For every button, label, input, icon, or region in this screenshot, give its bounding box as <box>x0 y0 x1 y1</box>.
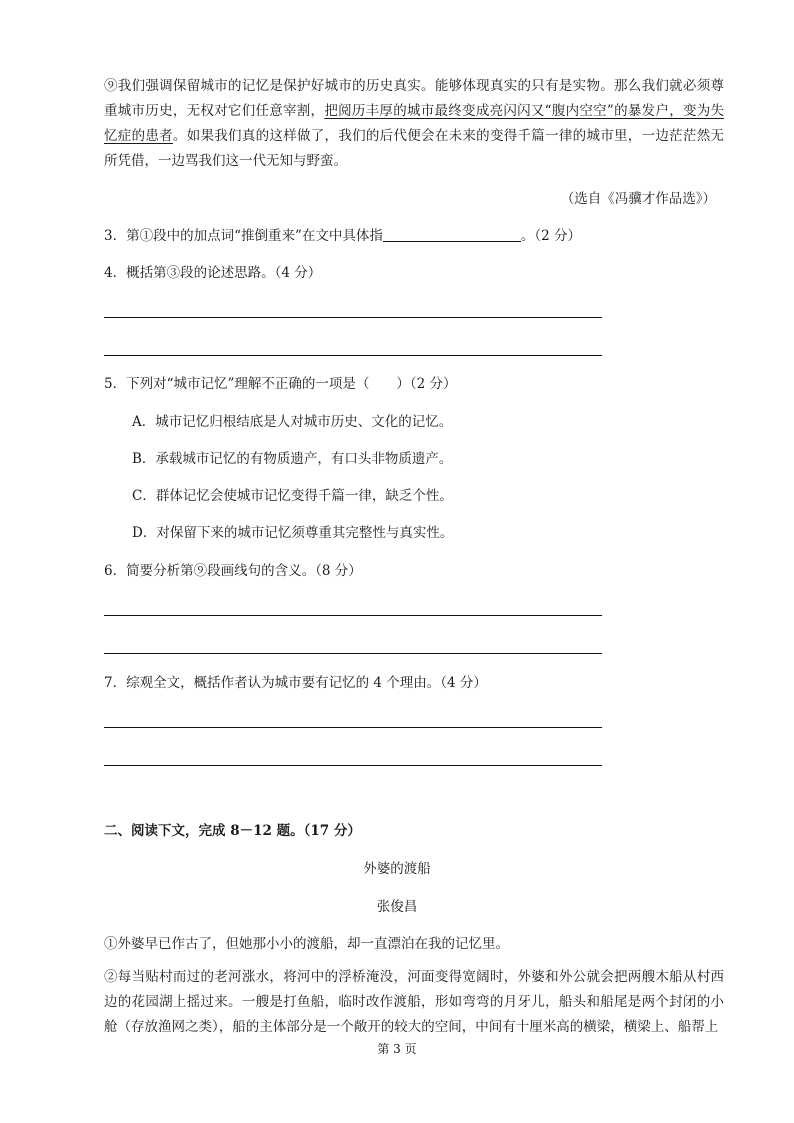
question-5-option-b: B．承载城市记忆的有物质遗产，有口头非物质遗产。 <box>132 451 453 467</box>
article-paragraph-1: ①外婆早已作古了，但她那小小的渡船，却一直漂泊在我的记忆里。 <box>104 936 509 952</box>
section-2-heading: 二、阅读下文，完成 8－12 题。（17 分） <box>104 823 361 839</box>
question-3-stem: 3．第①段中的加点词“推倒重来”在文中具体指 <box>104 228 383 244</box>
answer-line-4-2[interactable] <box>104 355 602 356</box>
question-7: 7．综观全文，概括作者认为城市要有记忆的 4 个理由。（4 分） <box>104 675 487 691</box>
answer-line-6-1[interactable] <box>104 615 602 616</box>
article-title: 外婆的渡船 <box>363 861 431 877</box>
question-3-score: 。（2 分） <box>520 228 582 244</box>
article-paragraph-2: ②每当贴村而过的老河涨水，将河中的浮桥淹没，河面变得宽阔时，外婆和外公就会把两艘木船从村西边的花园湖上摇过来。一艘是打鱼船，临时改作渡船，形如弯弯的月牙儿，船头和船尾是两个封闭的小舱（存放渔网之类），船的主体部分是一个敞开的较大的空间，中间有十厘米高的横梁，横梁上、船帮上 <box>104 969 724 1035</box>
underlined-sentence: 把阅历丰厚的城市最终变成亮闪闪又“腹内空空”的暴发户，变为失忆症的患者 <box>104 103 725 144</box>
answer-line-7-1[interactable] <box>104 727 602 728</box>
answer-blank-3[interactable] <box>383 227 521 242</box>
question-5-option-d: D．对保留下来的城市记忆须尊重其完整性与真实性。 <box>132 525 454 541</box>
source-citation: （选自《冯骥才作品选》） <box>560 191 716 207</box>
question-4: 4．概括第③段的论述思路。（4 分） <box>104 265 322 281</box>
paragraph-9-text-2: 。如果我们真的这样做了，我们的后代便会在未来的变得千篇一律的城市里，一边茫茫然无所凭借，一边骂我们这一代无知与野蛮。 <box>104 128 725 169</box>
question-6: 6．简要分析第⑨段画线句的含义。（8 分） <box>104 563 362 579</box>
question-5: 5．下列对“城市记忆”理解不正确的一项是（ ）（2 分） <box>104 376 457 392</box>
paragraph-9 <box>104 74 724 174</box>
paragraph-9-text-1: ⑨我们强调保留城市的记忆是保护好城市的历史真实。能够体现真实的只有是实物。那么我们就必须尊重城市历史，无权对它们任意宰割， <box>104 78 724 119</box>
question-5-option-c: C．群体记忆会使城市记忆变得千篇一律，缺乏个性。 <box>132 488 453 504</box>
article-author: 张俊昌 <box>376 899 418 915</box>
question-3 <box>104 226 581 246</box>
page-number: 第 3 页 <box>377 1042 417 1056</box>
answer-line-7-2[interactable] <box>104 765 602 766</box>
answer-line-6-2[interactable] <box>104 653 602 654</box>
question-5-option-a: A．城市记忆归根结底是人对城市历史、文化的记忆。 <box>132 414 453 430</box>
answer-line-4-1[interactable] <box>104 317 602 318</box>
